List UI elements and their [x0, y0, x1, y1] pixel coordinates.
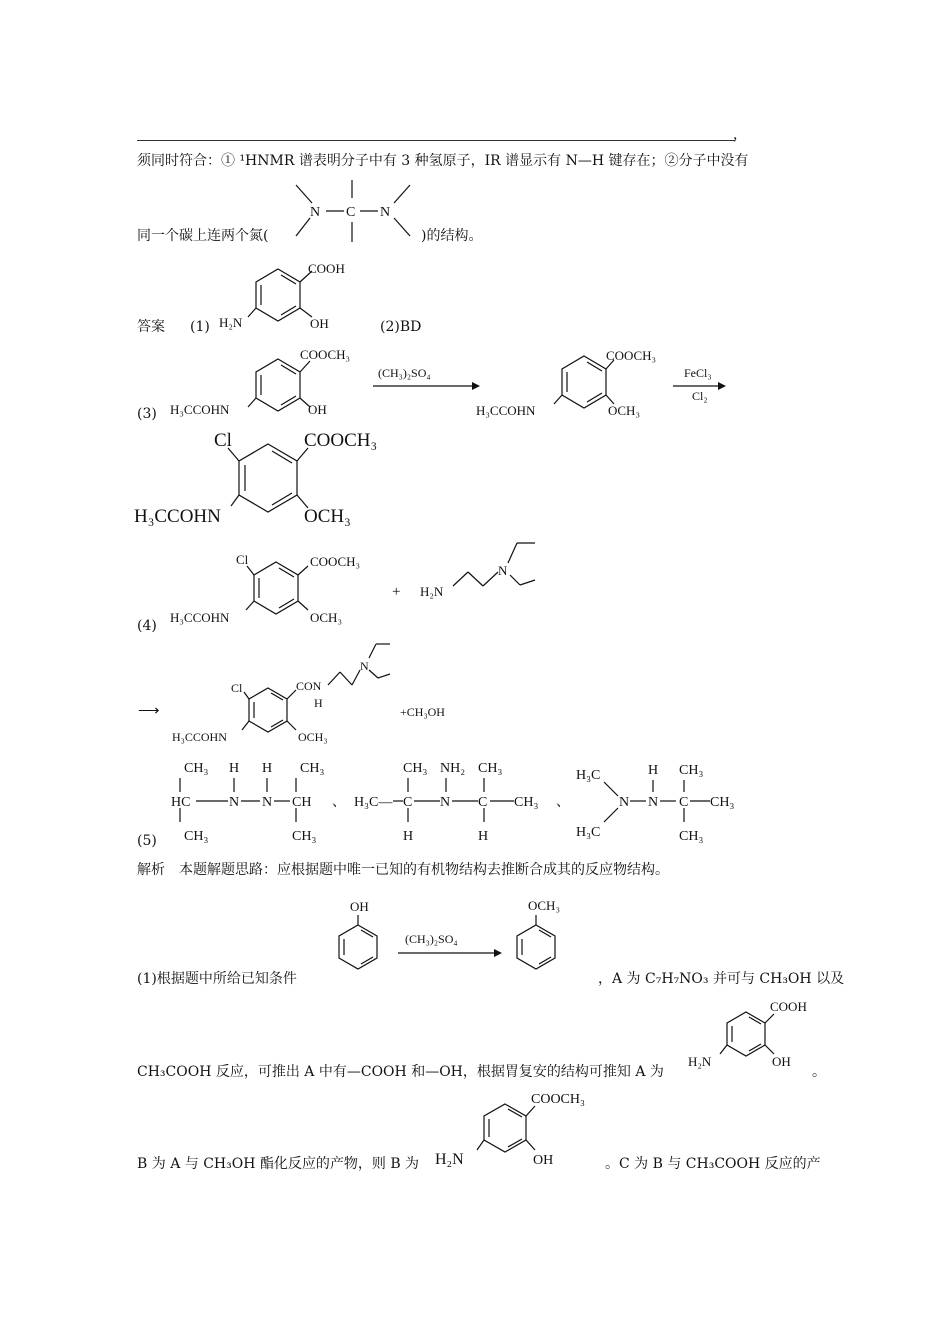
svg-text:H₂N: H₂N: [420, 584, 444, 599]
compound-b-structure: [435, 1092, 585, 1168]
svg-text:C: C: [403, 795, 413, 810]
svg-text:H₃C: H₃C: [576, 768, 601, 783]
svg-text:H₃CCOHN: H₃CCOHN: [170, 402, 230, 417]
svg-text:CH: CH: [292, 795, 312, 810]
svg-text:H₃CCOHN: H₃CCOHN: [170, 610, 230, 625]
svg-text:+CH₃OH: +CH₃OH: [400, 705, 445, 719]
svg-text:N: N: [310, 205, 321, 220]
analysis-heading: 解析 本题解题思路：应根据题中唯一已知的有机物结构去推断合成其的反应物结构。: [137, 862, 669, 878]
svg-text:H: H: [648, 763, 659, 778]
svg-text:CH₃: CH₃: [710, 795, 735, 810]
svg-text:Cl: Cl: [236, 552, 249, 567]
svg-text:COOCH₃: COOCH₃: [304, 430, 378, 451]
svg-text:OH: OH: [308, 402, 327, 417]
svg-text:H: H: [229, 761, 240, 776]
svg-text:CH₃: CH₃: [478, 761, 503, 776]
svg-text:+: +: [392, 584, 401, 600]
anisole-structure: [517, 898, 560, 969]
svg-text:Cl: Cl: [214, 430, 232, 451]
svg-text:H: H: [262, 761, 273, 776]
svg-text:H: H: [403, 829, 414, 844]
svg-text:(CH₃)₂SO₄: (CH₃)₂SO₄: [405, 932, 458, 946]
svg-text:OH: OH: [350, 899, 369, 914]
analysis-2a: B 为 A 与 CH₃OH 酯化反应的产物，则 B 为: [137, 1156, 420, 1172]
svg-text:H: H: [314, 696, 323, 710]
answer-1-structure: [219, 261, 345, 331]
answer-3-product: [134, 430, 377, 527]
answer-label: 答案: [137, 319, 165, 335]
analysis-1c: CH₃COOH 反应，可推出 A 中有—COOH 和—OH，根据胃复安的结构可推知 A 为: [137, 1064, 664, 1080]
svg-text:N: N: [619, 795, 630, 810]
analysis-1a: (1)根据题中所给已知条件: [137, 971, 297, 987]
svg-text:OH: OH: [772, 1054, 791, 1069]
svg-text:N: N: [648, 795, 659, 810]
svg-text:Cl₂: Cl₂: [692, 389, 708, 403]
answer-4-label: (4): [137, 618, 157, 634]
answer-2: (2)BD: [380, 319, 422, 335]
svg-text:H₂N: H₂N: [688, 1054, 712, 1069]
phenol-structure: [339, 899, 377, 969]
svg-text:、: 、: [556, 795, 570, 810]
svg-text:N: N: [440, 795, 451, 810]
svg-text:COOCH₃: COOCH₃: [310, 554, 361, 569]
svg-text:C: C: [478, 795, 488, 810]
answer-3-reactant: [170, 347, 350, 417]
svg-text:H₃CCOHN: H₃CCOHN: [134, 506, 221, 527]
svg-text:OCH₃: OCH₃: [298, 730, 328, 744]
svg-text:CH₃: CH₃: [679, 763, 704, 778]
svg-text:CH₃: CH₃: [514, 795, 539, 810]
svg-text:C: C: [679, 795, 689, 810]
isomer-3: [576, 763, 734, 844]
svg-text:H₃C: H₃C: [576, 825, 601, 840]
svg-text:COOH: COOH: [308, 261, 345, 276]
svg-text:H: H: [478, 829, 489, 844]
svg-text:CH₃: CH₃: [184, 829, 209, 844]
svg-text:COOCH₃: COOCH₃: [606, 348, 657, 363]
svg-text:COOCH₃: COOCH₃: [300, 347, 351, 362]
answer-3-label: (3): [137, 406, 157, 422]
svg-text:H₃CCOHN: H₃CCOHN: [476, 403, 536, 418]
svg-text:CH₃: CH₃: [292, 829, 317, 844]
carbon-two-n-prefix: 同一个碳上连两个氮(: [137, 228, 269, 244]
condition-text: 须同时符合：① ¹HNMR 谱表明分子中有 3 种氢原子，IR 谱显示有 N—H 键存在；②分子中没有: [137, 153, 749, 169]
svg-text:CH₃: CH₃: [184, 761, 209, 776]
svg-text:C: C: [346, 205, 356, 220]
svg-text:OCH₃: OCH₃: [528, 898, 560, 913]
svg-text:COOCH₃: COOCH₃: [531, 1092, 585, 1107]
answer-5-label: (5): [137, 833, 157, 849]
analysis-1b: ，A 为 C₇H₇NO₃ 并可与 CH₃OH 以及: [598, 971, 845, 987]
analysis-1d: 。: [812, 1064, 826, 1080]
isomer-1: [171, 761, 324, 844]
answer-4-reactant: [170, 552, 360, 625]
svg-text:N: N: [380, 205, 391, 220]
svg-text:HC: HC: [171, 795, 191, 810]
svg-text:N: N: [498, 563, 508, 578]
svg-text:N: N: [229, 795, 240, 810]
svg-text:COOH: COOH: [770, 999, 807, 1014]
answer-4-diamine: [420, 543, 535, 599]
svg-text:、: 、: [332, 795, 346, 810]
svg-text:N: N: [262, 795, 273, 810]
svg-text:H₂N: H₂N: [219, 315, 243, 330]
svg-text:OH: OH: [310, 316, 329, 331]
svg-text:OH: OH: [533, 1153, 554, 1168]
answer-1-label: (1): [190, 319, 210, 335]
analysis-2b: 。C 为 B 与 CH₃COOH 反应的产: [605, 1156, 821, 1172]
svg-text:OCH₃: OCH₃: [608, 403, 640, 418]
svg-text:H₂N: H₂N: [435, 1151, 464, 1168]
svg-text:⟶: ⟶: [138, 703, 160, 719]
answer-4-product: [172, 644, 390, 744]
compound-a-structure: [688, 999, 807, 1069]
trailing-comma: ，: [733, 127, 747, 143]
svg-text:N: N: [360, 659, 369, 673]
svg-text:H₃C—: H₃C—: [354, 795, 393, 810]
svg-text:FeCl₃: FeCl₃: [684, 366, 712, 380]
svg-text:H₃CCOHN: H₃CCOHN: [172, 730, 227, 744]
svg-text:CH₃: CH₃: [300, 761, 325, 776]
svg-text:(CH₃)₂SO₄: (CH₃)₂SO₄: [378, 366, 431, 380]
svg-text:OCH₃: OCH₃: [304, 506, 351, 527]
svg-text:OCH₃: OCH₃: [310, 610, 342, 625]
svg-text:CH₃: CH₃: [679, 829, 704, 844]
answer-3-intermediate: [476, 348, 656, 418]
carbon-two-n-suffix: )的结构。: [421, 228, 483, 244]
svg-text:Cl: Cl: [231, 681, 243, 695]
svg-text:CH₃: CH₃: [403, 761, 428, 776]
svg-text:CON: CON: [296, 679, 322, 693]
isomer-2: [354, 761, 538, 844]
svg-text:NH₂: NH₂: [440, 761, 466, 776]
n-c-n-fragment: [296, 180, 410, 242]
